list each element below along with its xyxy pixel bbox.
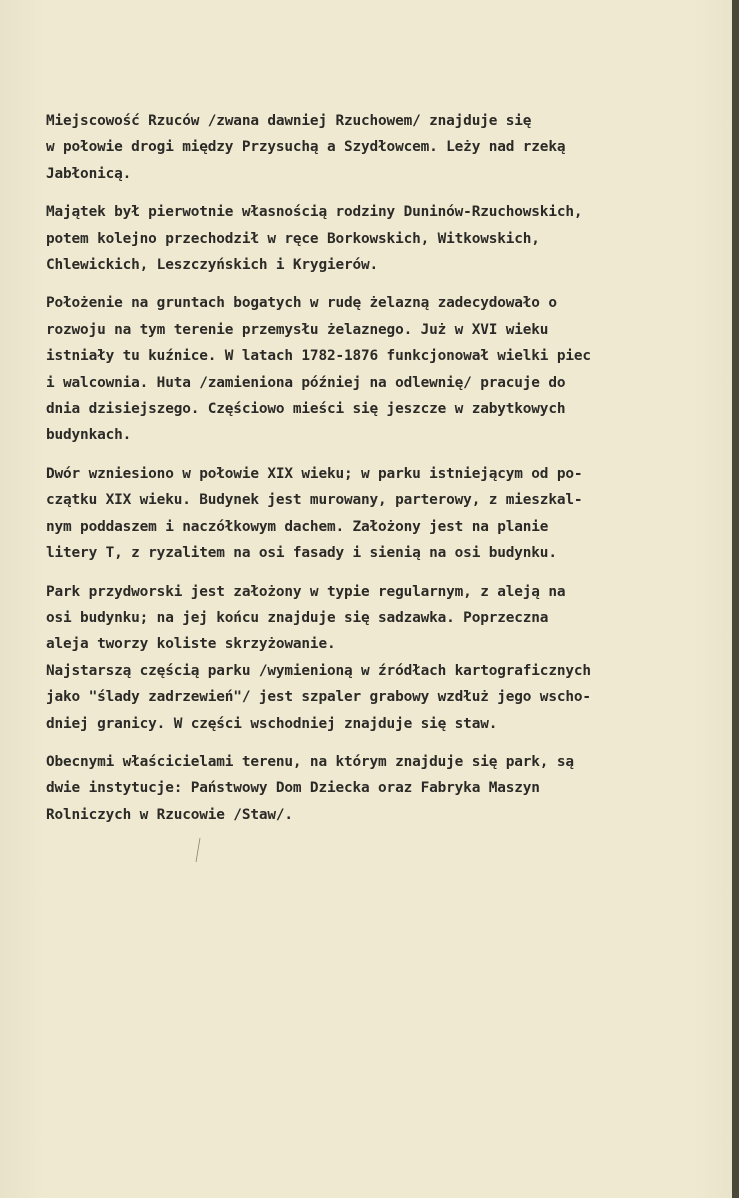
text-line: osi budynku; na jej końcu znajduje się sadzawka. Poprzeczna (46, 609, 549, 626)
text-line: nym poddaszem i naczółkowym dachem. Założony jest na planie (46, 518, 549, 535)
text-line: budynkach. (46, 427, 132, 444)
paragraph-iron-industry (46, 290, 706, 448)
paragraph-location (46, 108, 706, 187)
text-line: Rolniczych w Rzucowie /Staw/. (46, 806, 293, 823)
typed-text-body (46, 108, 706, 840)
pencil-stroke-mark (195, 838, 201, 862)
text-line: dniej granicy. W części wschodniej znajduje się staw. (46, 715, 498, 732)
text-line: Położenie na gruntach bogatych w rudę żelazną zadecydowało o (46, 295, 557, 312)
text-line: Jabłonicą. (46, 165, 132, 182)
paragraph-current-owners (46, 749, 706, 828)
text-line: Chlewickich, Leszczyńskich i Krygierów. (46, 257, 379, 274)
text-line: Miejscowość Rzuców /zwana dawniej Rzuchowem/ znajduje się (46, 113, 532, 129)
text-line: aleja tworzy koliste skrzyżowanie. (46, 636, 336, 653)
text-line: czątku XIX wieku. Budynek jest murowany, parterowy, z mieszkal- (46, 492, 583, 509)
text-line: potem kolejno przechodził w ręce Borkowskich, Witkowskich, (46, 230, 540, 247)
text-line: Najstarszą częścią parku /wymienioną w źródłach kartograficznych (46, 662, 591, 679)
text-line: Park przydworski jest założony w typie regularnym, z aleją na (46, 583, 566, 600)
text-line: dwie instytucje: Państwowy Dom Dziecka oraz Fabryka Maszyn (46, 780, 540, 797)
text-line: i walcownia. Huta /zamieniona później na odlewnię/ pracuje do (46, 374, 566, 391)
text-line: litery T, z ryzalitem na osi fasady i sienią na osi budynku. (46, 545, 557, 562)
paragraph-ownership-history (46, 199, 706, 278)
text-line: Dwór wzniesiono w połowie XIX wieku; w parku istniejącym od po- (46, 465, 583, 482)
text-line: rozwoju na tym terenie przemysłu żelaznego. Już w XVI wieku (46, 321, 549, 338)
paragraph-manor-house (46, 461, 706, 567)
scan-edge (732, 0, 739, 1198)
paragraph-park-layout (46, 579, 706, 737)
text-line: jako "ślady zadrzewień"/ jest szpaler grabowy wzdłuż jego wscho- (46, 689, 591, 706)
text-line: Majątek był pierwotnie własnością rodziny Duninów-Rzuchowskich, (46, 204, 583, 221)
text-line: w połowie drogi między Przysuchą a Szydłowcem. Leży nad rzeką (46, 139, 566, 156)
text-line: Obecnymi właścicielami terenu, na którym znajduje się park, są (46, 753, 574, 770)
text-line: istniały tu kuźnice. W latach 1782-1876 funkcjonował wielki piec (46, 348, 591, 365)
text-line: dnia dzisiejszego. Częściowo mieści się jeszcze w zabytkowych (46, 401, 566, 418)
